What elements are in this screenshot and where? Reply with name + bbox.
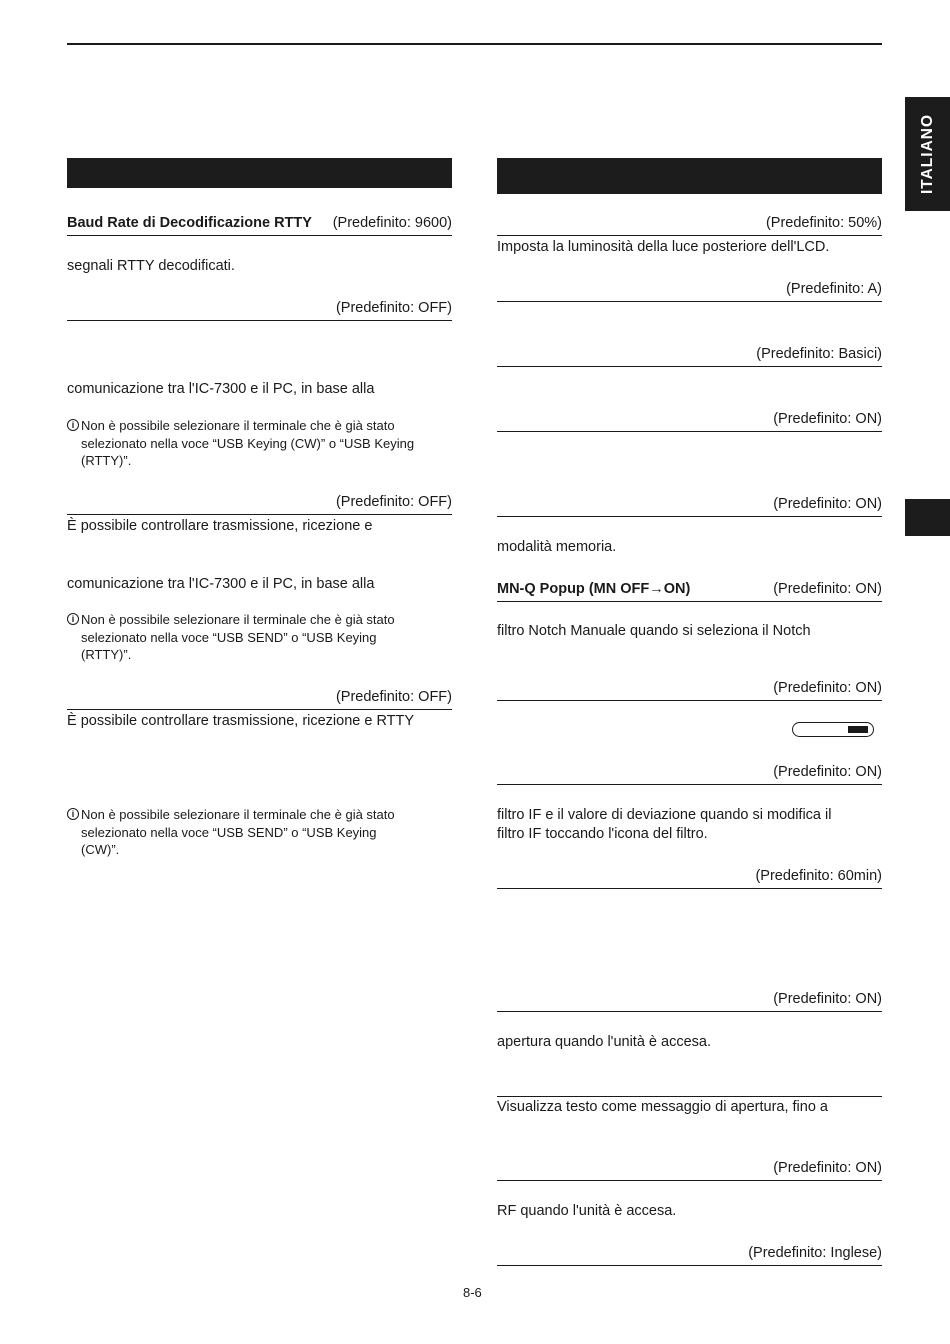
body-text: comunicazione tra l'IC-7300 e il PC, in base alla (67, 576, 375, 592)
setting-header (67, 688, 452, 710)
toggle-switch-icon (792, 722, 874, 737)
setting-default: (Predefinito: ON) (773, 764, 882, 780)
toggle-knob (848, 726, 868, 733)
note-line: selezionato nella voce “USB SEND” o “USB Keying (81, 629, 377, 645)
page-number: 8-6 (463, 1285, 482, 1300)
setting-default: (Predefinito: Inglese) (748, 1245, 882, 1261)
note-line: (CW)”. (81, 842, 120, 857)
setting-default: (Predefinito: A) (786, 281, 882, 297)
info-note (67, 417, 466, 470)
body-text: apertura quando l'unità è accesa. (497, 1034, 711, 1050)
setting-default: (Predefinito: ON) (773, 411, 882, 427)
setting-default: (Predefinito: ON) (773, 1160, 882, 1176)
note-line: selezionato nella voce “USB SEND” o “USB Keying (81, 824, 377, 840)
setting-default: (Predefinito: ON) (773, 680, 882, 696)
body-text: È possibile controllare trasmissione, ricezione e (67, 518, 373, 534)
setting-header (497, 214, 882, 236)
info-note (67, 806, 466, 859)
body-text: filtro Notch Manuale quando si seleziona il Notch (497, 623, 811, 639)
note-line: (RTTY)”. (81, 647, 132, 662)
note-line: Non è possibile selezionare il terminale che è già stato (81, 418, 395, 433)
setting-label: Baud Rate di Decodificazione RTTY (67, 215, 312, 231)
body-text: modalità memoria. (497, 539, 617, 555)
chapter-marker (905, 499, 950, 536)
body-text: filtro IF toccando l'icona del filtro. (497, 826, 708, 842)
body-text: segnali RTTY decodificati. (67, 258, 235, 274)
info-note (67, 611, 466, 664)
info-icon: i (67, 419, 79, 431)
body-text: Visualizza testo come messaggio di apertura, fino a (497, 1099, 828, 1115)
setting-header (67, 214, 452, 236)
setting-default: (Predefinito: ON) (773, 496, 882, 512)
body-text: È possibile controllare trasmissione, ricezione e RTTY (67, 713, 415, 729)
note-line: Non è possibile selezionare il terminale che è già stato (81, 807, 395, 822)
setting-header (497, 345, 882, 367)
body-text: comunicazione tra l'IC-7300 e il PC, in base alla (67, 381, 375, 397)
setting-header (497, 1159, 882, 1181)
setting-default: (Predefinito: ON) (773, 991, 882, 1007)
note-line: (RTTY)”. (81, 453, 132, 468)
info-icon: i (67, 808, 79, 820)
setting-header (497, 763, 882, 785)
language-tab-label: ITALIANO (918, 113, 936, 195)
setting-default: (Predefinito: 9600) (332, 215, 452, 231)
setting-header (497, 679, 882, 701)
body-text: RF quando l'unità è accesa. (497, 1203, 677, 1219)
body-text: filtro IF e il valore di deviazione quando si modifica il (497, 807, 832, 823)
setting-header (497, 495, 882, 517)
setting-default: (Predefinito: OFF) (335, 494, 452, 510)
right-section-bar (497, 158, 882, 194)
setting-header (497, 410, 882, 432)
setting-default: (Predefinito: 50%) (765, 215, 882, 231)
body-text: Imposta la luminosità della luce posteriore dell'LCD. (497, 239, 830, 255)
note-line: Non è possibile selezionare il terminale che è già stato (81, 612, 395, 627)
setting-label: MN-Q Popup (MN OFF→ON) (497, 581, 691, 597)
setting-default: (Predefinito: ON) (773, 581, 882, 597)
left-section-bar (67, 158, 452, 188)
setting-header (497, 580, 882, 602)
setting-header (497, 1075, 882, 1097)
setting-header (497, 1244, 882, 1266)
setting-header (497, 280, 882, 302)
setting-default: (Predefinito: OFF) (335, 300, 452, 316)
setting-default: (Predefinito: Basici) (756, 346, 882, 362)
top-rule (67, 43, 882, 45)
setting-header (497, 990, 882, 1012)
setting-header (497, 867, 882, 889)
language-tab (905, 97, 950, 211)
info-icon: i (67, 613, 79, 625)
setting-header (67, 493, 452, 515)
setting-default: (Predefinito: 60min) (755, 868, 882, 884)
setting-default: (Predefinito: OFF) (335, 689, 452, 705)
setting-header (67, 299, 452, 321)
note-line: selezionato nella voce “USB Keying (CW)” o “USB Keying (81, 435, 415, 451)
